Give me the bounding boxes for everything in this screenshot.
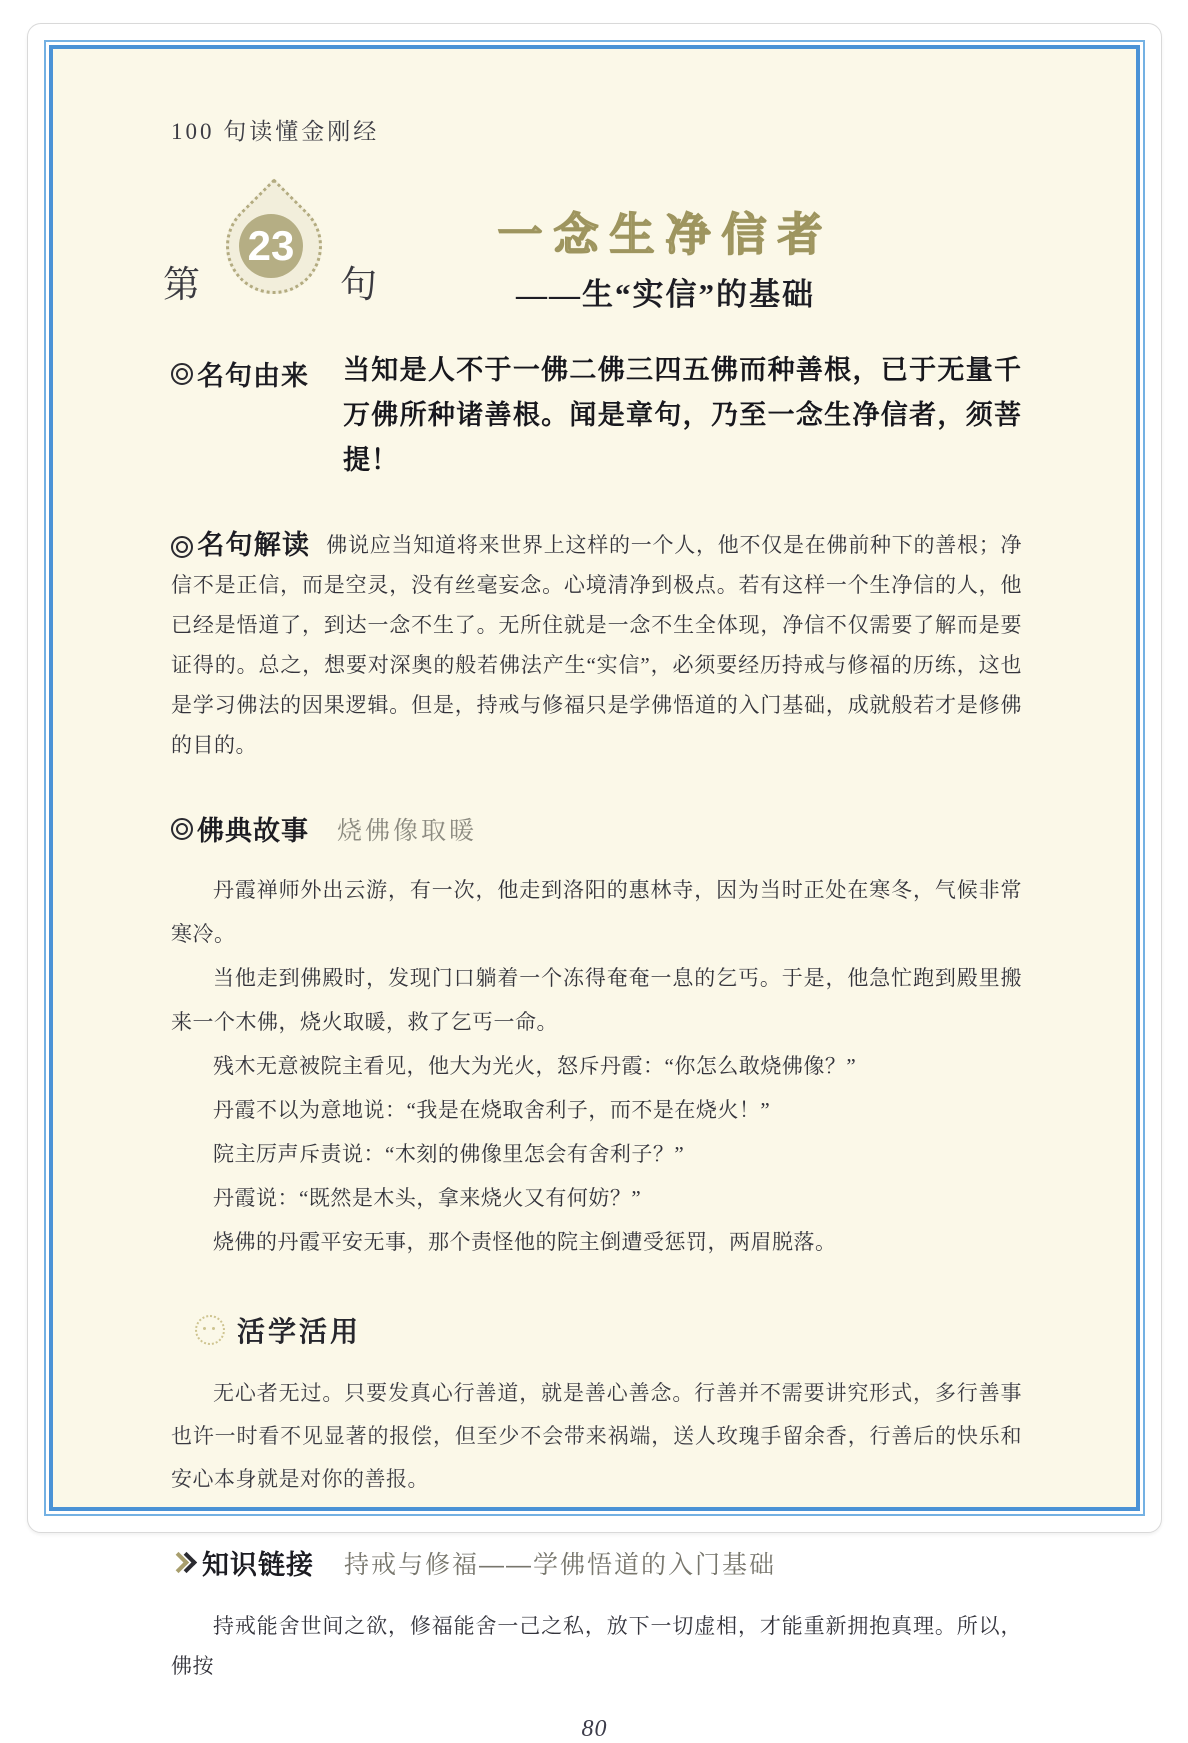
story-paragraph: 残木无意被院主看见，他大为光火，怒斥丹霞：“你怎么敢烧佛像？” xyxy=(213,1054,857,1078)
section-knowledge xyxy=(171,1543,1022,1686)
section-knowledge-header xyxy=(171,1543,1022,1582)
chapter-title-group xyxy=(443,209,1038,318)
outer-blue-frame xyxy=(44,40,1145,1742)
section-practice-header xyxy=(195,1310,1022,1350)
section-origin-header xyxy=(171,348,343,393)
story-subtitle: 烧佛像取暖 xyxy=(337,816,478,845)
story-paragraph: 院主厉声斥责说：“木刻的佛像里怎会有舍利子？” xyxy=(213,1142,685,1166)
section-story-header xyxy=(171,809,1022,848)
faded-circle-icon xyxy=(195,1315,225,1345)
chapter-number-group xyxy=(163,170,443,318)
story-paragraph: 烧佛的丹霞平安无事，那个责怪他的院主倒遭受惩罚，两眉脱落。 xyxy=(213,1230,837,1254)
chapter-header xyxy=(163,170,1038,318)
chapter-title: 一念生净信者 xyxy=(497,209,834,261)
chapter-subtitle: ——生“实信”的基础 xyxy=(516,277,815,312)
bullseye-icon xyxy=(171,536,193,558)
chapter-suffix: 句 xyxy=(340,265,377,306)
running-head: 100 句读懂金刚经 xyxy=(171,119,380,144)
bullseye-icon xyxy=(171,818,193,840)
practice-body: 无心者无过。只要发真心行善道，就是善心善念。行善并不需要讲究形式，多行善事也许一时看不见显著的报偿，但至少不会带来祸端，送人玫瑰手留余香，行善后的快乐和安心本身就是对你的善报。 xyxy=(171,1381,1022,1491)
page-number: 80 xyxy=(581,1716,608,1742)
sutra-quote: 当知是人不于一佛二佛三四五佛而种善根，已于无量千万佛所种诸善根。闻是章句，乃至一念生净信者，须菩提！ xyxy=(343,355,1022,475)
lotus-emblem-icon xyxy=(202,170,338,318)
section-interpretation-label: 名句解读 xyxy=(197,530,311,560)
section-practice xyxy=(171,1310,1022,1501)
story-paragraph: 丹霞说：“既然是木头，拿来烧火又有何妨？” xyxy=(213,1186,642,1210)
knowledge-subtitle: 持戒与修福——学佛悟道的入门基础 xyxy=(344,1550,777,1579)
interpretation-body: 佛说应当知道将来世界上这样的一个人，他不仅是在佛前种下的善根；净信不是正信，而是空灵，没有丝毫妄念。心境清净到极点。若有这样一个生净信的人，他已经是悟道了，到达一念不生了。无所住就是一念不生全体现，净信不仅需要了解而是要证得的。总之，想要对深奥的般若佛法产生“实信”，必须要经历持戒与修福的历练，这也是学习佛法的因果逻辑。但是，持戒与修福只是学佛悟道的入门基础，成就般若才是修佛的目的。 xyxy=(171,533,1022,757)
story-paragraph: 当他走到佛殿时，发现门口躺着一个冻得奄奄一息的乞丐。于是，他急忙跑到殿里搬来一个木佛，烧火取暖，救了乞丐一命。 xyxy=(171,966,1022,1034)
section-story xyxy=(171,809,1022,1264)
section-practice-label: 活学活用 xyxy=(237,1317,362,1348)
page-content xyxy=(53,49,1136,1742)
section-knowledge-label: 知识链接 xyxy=(202,1550,314,1580)
section-origin xyxy=(171,348,1022,483)
chapter-number-badge: 23 xyxy=(239,214,303,278)
section-origin-label: 名句由来 xyxy=(197,361,309,391)
section-interpretation xyxy=(171,525,1022,765)
knowledge-body: 持戒能舍世间之欲，修福能舍一己之私，放下一切虚相，才能重新拥抱真理。所以，佛按 xyxy=(171,1614,1022,1678)
bullseye-icon xyxy=(171,363,193,385)
inner-blue-frame xyxy=(49,45,1140,1742)
story-paragraph: 丹霞禅师外出云游，有一次，他走到洛阳的惠林寺，因为当时正处在寒冬，气候非常寒冷。 xyxy=(171,878,1022,946)
page-card xyxy=(27,23,1162,1742)
double-chevron-icon xyxy=(171,1555,194,1570)
story-paragraph: 丹霞不以为意地说：“我是在烧取舍利子，而不是在烧火！” xyxy=(213,1098,771,1122)
story-body xyxy=(171,868,1022,1264)
section-story-label: 佛典故事 xyxy=(197,816,309,846)
chapter-prefix: 第 xyxy=(163,265,200,306)
